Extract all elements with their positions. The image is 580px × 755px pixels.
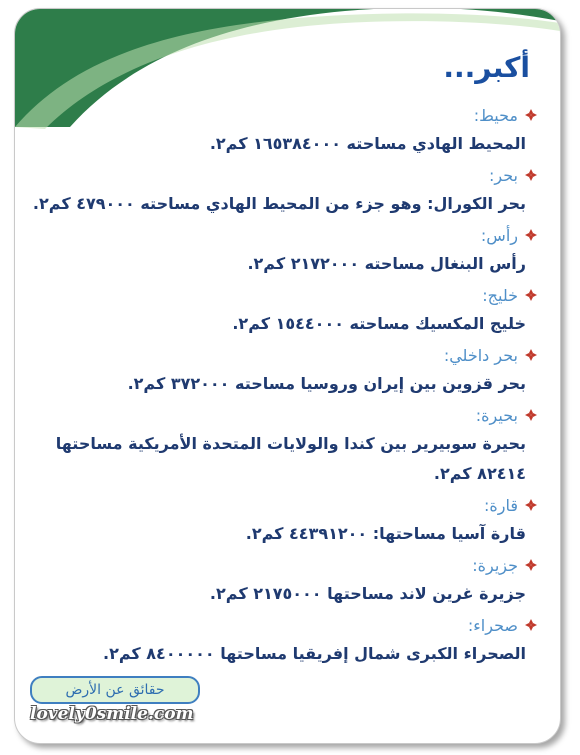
diamond-bullet-icon: [524, 168, 538, 182]
entries-list: [28, 101, 538, 671]
diamond-bullet-icon: [524, 108, 538, 122]
entry-desert: [28, 611, 538, 669]
entry-lake: [28, 401, 538, 489]
entry-cape: [28, 221, 538, 279]
diamond-bullet-icon: [524, 348, 538, 362]
diamond-bullet-icon: [524, 618, 538, 632]
entry-label: قارة:: [483, 495, 518, 515]
entry-label: محيط:: [473, 105, 518, 125]
diamond-bullet-icon: [524, 228, 538, 242]
entry-text: بحيرة سوبيرير بين كندا والولايات المتحدة الأمريكية مساحتها ٨٢٤١٤ كم٢.: [55, 434, 526, 483]
entry-label: بحر داخلي:: [443, 345, 518, 365]
entry-label: خليج:: [482, 285, 518, 305]
entry-ocean: [28, 101, 538, 159]
diamond-bullet-icon: [524, 408, 538, 422]
entry-label: رأس:: [480, 225, 518, 245]
entry-sea: [28, 161, 538, 219]
diamond-bullet-icon: [524, 288, 538, 302]
entry-gulf: [28, 281, 538, 339]
entry-island: [28, 551, 538, 609]
entry-text: بحر الكورال: وهو جزء من المحيط الهادي مساحته ٤٧٩٠٠٠ كم٢.: [32, 194, 526, 213]
content-card: [14, 8, 561, 744]
entry-label: جزيرة:: [472, 555, 518, 575]
entry-text: الصحراء الكبرى شمال إفريقيا مساحتها ٨٤٠٠٠٠٠ كم٢.: [103, 644, 526, 663]
entry-continent: [28, 491, 538, 549]
entry-text: جزيرة غرين لاند مساحتها ٢١٧٥٠٠٠ كم٢.: [209, 584, 526, 603]
entry-label: بحر:: [489, 165, 518, 185]
entry-text: المحيط الهادي مساحته ١٦٥٣٨٤٠٠٠ كم٢.: [209, 134, 526, 153]
entry-inland-sea: [28, 341, 538, 399]
earth-facts-badge: حقائق عن الأرض: [30, 676, 200, 704]
entry-label: صحراء:: [467, 615, 518, 635]
entry-text: رأس البنغال مساحته ٢١٧٢٠٠٠ كم٢.: [247, 254, 526, 273]
diamond-bullet-icon: [524, 498, 538, 512]
entry-text: بحر قزوين بين إيران وروسيا مساحته ٣٧٢٠٠٠ كم٢.: [127, 374, 526, 393]
entry-label: بحيرة:: [475, 405, 518, 425]
page-title: أكبر...: [443, 51, 530, 84]
diamond-bullet-icon: [524, 558, 538, 572]
entry-text: قارة آسيا مساحتها: ٤٤٣٩١٢٠٠ كم٢.: [245, 524, 526, 543]
entry-text: خليج المكسيك مساحته ١٥٤٤٠٠٠ كم٢.: [232, 314, 526, 333]
site-watermark: lovely0smile.com: [30, 704, 194, 724]
